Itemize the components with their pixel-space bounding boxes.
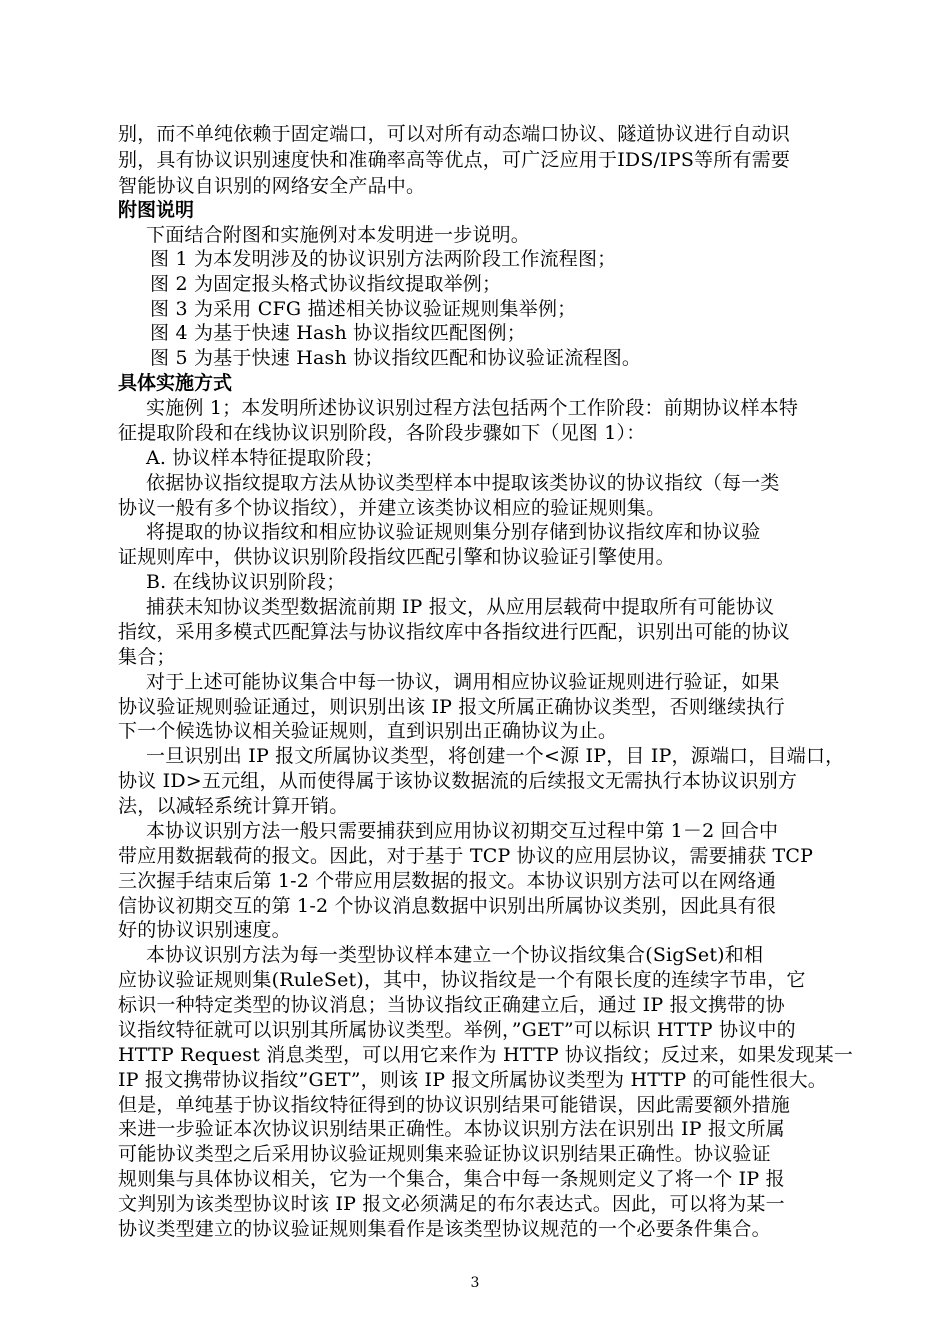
text-line: 智能协议自识别的网络安全产品中。 bbox=[118, 175, 426, 197]
text-line: 文判别为该类型协议时该 IP 报文必须满足的布尔表达式。因此，可以将为某一 bbox=[118, 1193, 785, 1215]
text-line: 三次握手结束后第 1-2 个带应用层数据的报文。本协议识别方法可以在网络通 bbox=[118, 870, 777, 892]
text-line: 但是，单纯基于协议指纹特征得到的协议识别结果可能错误，因此需要额外措施 bbox=[118, 1094, 791, 1116]
figure-item: 图 1 为本发明涉及的协议识别方法两阶段工作流程图； bbox=[150, 248, 617, 270]
text-line: 捕获未知协议类型数据流前期 IP 报文，从应用层载荷中提取所有可能协议 bbox=[146, 596, 775, 618]
text-line: 协议验证规则验证通过，则识别出该 IP 报文所属正确协议类型，否则继续执行 bbox=[118, 696, 785, 718]
page-number: 3 bbox=[470, 1275, 480, 1291]
text-line: 标识一种特定类型的协议消息；当协议指纹正确建立后，通过 IP 报文携带的协 bbox=[118, 994, 785, 1016]
text-line: IP 报文携带协议指纹”GET”，则该 IP 报文所属协议类型为 HTTP 的可能性很大。 bbox=[118, 1069, 827, 1091]
figures-intro: 下面结合附图和实施例对本发明进一步说明。 bbox=[146, 224, 531, 246]
text-line: 协议 ID>五元组，从而使得属于该协议数据流的后续报文无需执行本协议识别方 bbox=[118, 770, 798, 792]
text-line: HTTP Request 消息类型，可以用它来作为 HTTP 协议指纹；反过来，如果发现某一 bbox=[118, 1044, 854, 1066]
text-line: 本协议识别方法为每一类型协议样本建立一个协议指纹集合(SigSet)和相 bbox=[146, 944, 764, 966]
embodiment-heading: 具体实施方式 bbox=[118, 372, 233, 394]
text-line: 指纹，采用多模式匹配算法与协议指纹库中各指纹进行匹配，识别出可能的协议 bbox=[118, 621, 791, 643]
text-line: 来进一步验证本次协议识别结果正确性。本协议识别方法在识别出 IP 报文所属 bbox=[118, 1118, 785, 1140]
text-line: 将提取的协议指纹和相应协议验证规则集分别存储到协议指纹库和协议验 bbox=[146, 521, 761, 543]
text-line: 依据协议指纹提取方法从协议类型样本中提取该类协议的协议指纹（每一类 bbox=[146, 472, 780, 494]
text-line: 规则集与具体协议相关，它为一个集合，集合中每一条规则定义了将一个 IP 报 bbox=[118, 1168, 785, 1190]
text-line: 协议一般有多个协议指纹），并建立该类协议相应的验证规则集。 bbox=[118, 497, 666, 519]
text-line: 实施例 1；本发明所述协议识别过程方法包括两个工作阶段：前期协议样本特 bbox=[146, 397, 799, 419]
text-line: A. 协议样本特征提取阶段； bbox=[146, 447, 384, 469]
text-line: 对于上述可能协议集合中每一协议，调用相应协议验证规则进行验证，如果 bbox=[146, 671, 780, 693]
figure-item: 图 3 为采用 CFG 描述相关协议验证规则集举例； bbox=[150, 298, 577, 320]
figure-item: 图 5 为基于快速 Hash 协议指纹匹配和协议验证流程图。 bbox=[150, 347, 642, 369]
text-line: 协议类型建立的协议验证规则集看作是该类型协议规范的一个必要条件集合。 bbox=[118, 1218, 771, 1240]
text-line: 可能协议类型之后采用协议验证规则集来验证协议识别结果正确性。协议验证 bbox=[118, 1143, 771, 1165]
text-line: 征提取阶段和在线协议识别阶段，各阶段步骤如下（见图 1）： bbox=[118, 422, 646, 444]
text-line: 信协议初期交互的第 1-2 个协议消息数据中识别出所属协议类别，因此具有很 bbox=[118, 895, 777, 917]
figure-item: 图 4 为基于快速 Hash 协议指纹匹配图例； bbox=[150, 322, 526, 344]
text-line: 集合； bbox=[118, 646, 176, 668]
text-line: 本协议识别方法一般只需要捕获到应用协议初期交互过程中第 1－2 回合中 bbox=[146, 820, 779, 842]
text-line: 法，以减轻系统计算开销。 bbox=[118, 795, 349, 817]
text-line: B. 在线协议识别阶段； bbox=[146, 571, 346, 593]
text-line: 应协议验证规则集(RuleSet)，其中，协议指纹是一个有限长度的连续字节串，它 bbox=[118, 969, 806, 991]
figure-item: 图 2 为固定报头格式协议指纹提取举例； bbox=[150, 273, 502, 295]
text-line: 下一个候选协议相关验证规则，直到识别出正确协议为止。 bbox=[118, 720, 618, 742]
text-line: 别，具有协议识别速度快和准确率高等优点，可广泛应用于IDS/IPS等所有需要 bbox=[118, 149, 791, 171]
text-line: 别，而不单纯依赖于固定端口，可以对所有动态端口协议、隧道协议进行自动识 bbox=[118, 123, 791, 145]
text-line: 好的协议识别速度。 bbox=[118, 919, 291, 941]
figures-heading: 附图说明 bbox=[118, 199, 195, 221]
text-line: 证规则库中，供协议识别阶段指纹匹配引擎和协议验证引擎使用。 bbox=[118, 546, 675, 568]
text-line: 议指纹特征就可以识别其所属协议类型。举例，”GET”可以标识 HTTP 协议中的 bbox=[118, 1019, 796, 1041]
text-line: 带应用数据载荷的报文。因此，对于基于 TCP 协议的应用层协议，需要捕获 TCP bbox=[118, 845, 814, 867]
text-line: 一旦识别出 IP 报文所属协议类型，将创建一个<源 IP，目 IP，源端口，目端口， bbox=[146, 745, 845, 767]
